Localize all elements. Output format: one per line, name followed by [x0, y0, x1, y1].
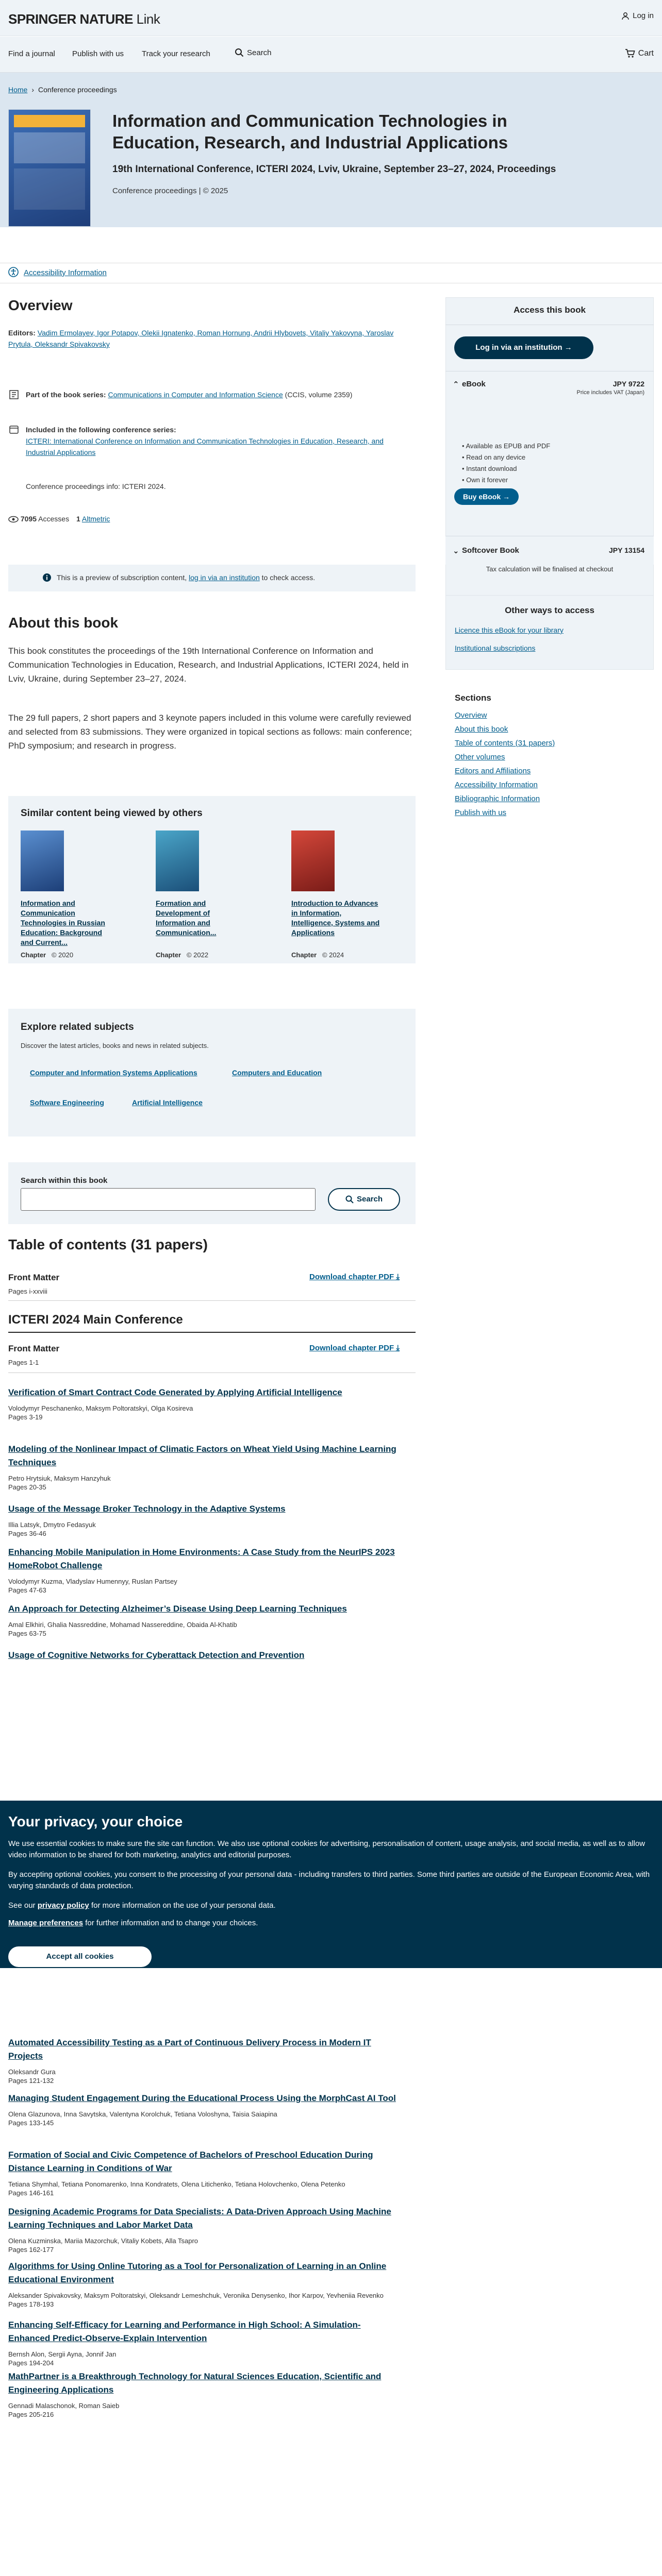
chevron-up-icon: ⌃: [453, 380, 459, 389]
chapter-authors: Petro Hrytsiuk, Maksym Hanzyhuk: [8, 1475, 111, 1482]
chapter-pages: Pages 121-132: [8, 2077, 54, 2084]
cookie-title: Your privacy, your choice: [8, 1814, 183, 1829]
divider: [8, 1300, 416, 1301]
section-nav-link[interactable]: Bibliographic Information: [455, 794, 540, 803]
similar-meta-2: [156, 951, 208, 959]
similar-meta-3: [291, 951, 344, 959]
subject-link[interactable]: Computer and Information Systems Applications: [30, 1069, 197, 1077]
cookie-p3-prefix: See our: [8, 1901, 36, 1910]
book-title: Information and Communication Technologies in Education, Research, and Industrial Applications: [112, 111, 508, 152]
similar-type-3: Chapter: [291, 951, 317, 959]
chapter-pages: Pages 146-161: [8, 2189, 54, 2197]
series-prefix: Part of the book series:: [26, 391, 106, 399]
chapter-title-link[interactable]: Automated Accessibility Testing as a Part of Continuous Delivery Process in Modern IT Projects: [8, 2038, 371, 2061]
chapter-title-link[interactable]: Designing Academic Programs for Data Specialists: A Data-Driven Approach Using Machine Learning Techniques and Labor Market Data: [8, 2207, 391, 2230]
cover-stripe: [14, 115, 85, 127]
accept-cookies-button[interactable]: Accept all cookies: [8, 1946, 152, 1967]
altmetric-label[interactable]: Altmetric: [81, 515, 110, 523]
search-label: Search: [247, 48, 272, 57]
chapter-pages: Pages 63-75: [8, 1630, 46, 1637]
chapter-title-link[interactable]: Enhancing Self-Efficacy for Learning and Performance in High School: A Simulation-Enhanced Predict-Observe-Explain Intervention: [8, 2320, 361, 2343]
chapter-title-link[interactable]: Enhancing Mobile Manipulation in Home Environments: A Case Study from the NeurIPS 2023 HomeRobot Challenge: [8, 1547, 395, 1570]
front-matter-title: Front Matter: [8, 1273, 60, 1282]
arrow-right-icon: →: [503, 493, 510, 501]
editors: [8, 327, 410, 350]
search-within-input[interactable]: [21, 1188, 316, 1211]
chapter-authors: Volodymyr Kuzma, Vladyslav Humennyy, Ruslan Partsey: [8, 1578, 177, 1585]
similar-type-2: Chapter: [156, 951, 181, 959]
cart-button[interactable]: [625, 48, 654, 59]
bullet-icon: •: [462, 476, 467, 484]
similar-meta-1: [21, 951, 73, 959]
nav-publish-with-us[interactable]: Publish with us: [72, 49, 124, 58]
divider: [8, 1372, 416, 1373]
section-nav-link[interactable]: Publish with us: [455, 808, 507, 817]
section-nav-link[interactable]: Editors and Affiliations: [455, 767, 531, 775]
chapter-authors: Illia Latsyk, Dmytro Fedasyuk: [8, 1521, 96, 1529]
download-pdf-label: Download chapter PDF: [309, 1344, 394, 1352]
download-pdf-label: Download chapter PDF: [309, 1273, 394, 1281]
download-icon: ⤓: [396, 1344, 400, 1352]
proceedings-info: Conference proceedings info: ICTERI 2024.: [26, 482, 166, 490]
chapter-pages: Pages 20-35: [8, 1483, 46, 1491]
book-meta: Conference proceedings | © 2025: [112, 187, 228, 195]
login-button[interactable]: [621, 11, 654, 20]
section-nav-link[interactable]: Other volumes: [455, 753, 505, 761]
book-series: [26, 389, 407, 400]
similar-year-3: © 2024: [322, 951, 344, 959]
softcover-label: Softcover Book: [462, 546, 519, 555]
chapter-title-link[interactable]: Usage of the Message Broker Technology in the Adaptive Systems: [8, 1504, 286, 1514]
section-nav-link[interactable]: Overview: [455, 711, 487, 720]
main-front-pages: Pages 1-1: [8, 1359, 39, 1366]
book-cover-image: [8, 109, 91, 227]
chapter-pages: Pages 36-46: [8, 1530, 46, 1537]
cookie-p3-suffix: for more information on the use of your personal data.: [91, 1901, 276, 1910]
chapter-title-link[interactable]: Managing Student Engagement During the Educational Process Using the MorphCast AI Tool: [8, 2093, 396, 2103]
similar-year-1: © 2020: [51, 951, 74, 959]
chapter-pages: Pages 162-177: [8, 2246, 54, 2253]
cover-title-area: [14, 132, 85, 163]
series-link[interactable]: Communications in Computer and Information Science: [108, 391, 283, 399]
similar-title-2[interactable]: Formation and Development of Information and Communication...: [156, 899, 217, 937]
chapter-title-link[interactable]: Verification of Smart Contract Code Generated by Applying Artificial Intelligence: [8, 1387, 342, 1397]
chapter-authors: Tetiana Shymhal, Tetiana Ponomarenko, Inna Kondratets, Olena Litichenko, Tetiana Holovchenko, Olena Petenko: [8, 2180, 345, 2188]
overview-heading: Overview: [8, 297, 73, 313]
chapter-authors: Aleksander Spivakovsky, Maksym Poltoratskyi, Oleksandr Lemeshchuk, Veronika Denysenko, Ihor Karpov, Yevheniia Revenko: [8, 2292, 384, 2299]
ebook-feature-3: [462, 465, 517, 472]
conference-series-icon: [8, 424, 20, 435]
cookie-paragraph-1: We use essential cookies to make sure the site can function. We also use optional cookies for advertising, personalisation of content, usage analysis, and social media, as well as to allow video information to be shared for both marketing, analytics and editorial purposes.: [8, 1839, 646, 1859]
similar-title-1[interactable]: Information and Communication Technologies in Russian Education: Background and Current...: [21, 899, 105, 946]
accesses-label: Accesses: [38, 515, 70, 523]
chapter-pages: Pages 205-216: [8, 2411, 54, 2418]
search-within-label: Search within this book: [21, 1176, 108, 1185]
nav-find-journal[interactable]: Find a journal: [8, 49, 55, 58]
chapter-item: [8, 1602, 400, 1637]
access-heading: Access this book: [514, 305, 586, 315]
accessibility-info-link[interactable]: Accessibility Information: [24, 268, 107, 277]
section-nav-link[interactable]: Table of contents (31 papers): [455, 739, 555, 748]
similar-year-2: © 2022: [186, 951, 209, 959]
toc-heading: Table of contents (31 papers): [8, 1236, 208, 1252]
front-matter-pages: Pages i-xxviii: [8, 1287, 47, 1295]
main-conference-heading: ICTERI 2024 Main Conference: [8, 1313, 183, 1327]
arrow-right-icon: →: [564, 343, 572, 352]
preview-text: [57, 573, 315, 582]
subject-link[interactable]: Software Engineering: [30, 1098, 104, 1107]
preview-text-1: This is a preview of subscription content,: [57, 573, 187, 582]
chapter-pages: Pages 194-204: [8, 2359, 54, 2367]
breadcrumb-home[interactable]: Home: [8, 86, 28, 94]
about-heading: About this book: [8, 615, 119, 631]
softcover-price: JPY 13154: [608, 546, 644, 554]
conference-series: [26, 424, 407, 458]
chapter-item: [8, 2370, 400, 2418]
altmetric-metric[interactable]: [76, 515, 110, 523]
chapter-pages: Pages 133-145: [8, 2119, 54, 2127]
chapter-item: [8, 2318, 400, 2367]
chapter-authors: Bernsh Alon, Sergii Ayna, Jonnif Jan: [8, 2350, 117, 2358]
similar-cover-3[interactable]: [291, 831, 335, 891]
feature-text: Available as EPUB and PDF: [466, 442, 551, 450]
chapter-authors: Gennadi Malaschonok, Roman Saieb: [8, 2402, 120, 2410]
feature-text: Instant download: [466, 465, 517, 472]
chapter-title-link[interactable]: Algorithms for Using Online Tutoring as a Tool for Personalization of Learning in an Online Educational Environment: [8, 2261, 387, 2284]
ebook-feature-4: [462, 476, 508, 484]
chapter-item: [8, 2036, 400, 2084]
chapter-item: [8, 2148, 400, 2197]
similar-title-3[interactable]: Introduction to Advances in Information, Intelligence, Systems and Applications: [291, 899, 380, 937]
cart-icon: [625, 48, 635, 59]
download-icon: ⤓: [396, 1273, 400, 1281]
user-icon: [621, 12, 630, 20]
chapter-title-link[interactable]: MathPartner is a Breakthrough Technology for Natural Sciences Education, Scientific and Engineering Applications: [8, 2371, 382, 2395]
about-paragraph-1: This book constitutes the proceedings of the 19th International Conference on Information and Communication Technologies in Education, Research, and Industrial Applications, ICTERI 2024, held in Lviv, Ukraine, during September 23–27, 2024.: [8, 646, 409, 684]
cookie-paragraph-3: [8, 1900, 654, 1911]
springer-nature-logo[interactable]: [8, 11, 160, 27]
subject-link[interactable]: Computers and Education: [232, 1069, 322, 1077]
accesses-count: 7095: [20, 515, 37, 523]
bullet-icon: •: [462, 442, 466, 450]
buy-ebook-button[interactable]: [454, 488, 519, 505]
altmetric-count: 1: [76, 515, 80, 523]
chapter-authors: Olena Glazunova, Inna Savytska, Valentyna Korolchuk, Tetiana Voloshyna, Taisia Saiapina: [8, 2110, 277, 2118]
chapter-item: [8, 1386, 400, 1421]
cookie-paragraph-2: By accepting optional cookies, you consent to the processing of your personal data - including transfers to third parties. Some third parties are outside of the European Economic Area, with varying standards of data protection.: [8, 1870, 650, 1890]
editors-list[interactable]: Vadim Ermolayev, Igor Potapov, Olekii Ignatenko, Roman Hornung, Andrii Hlybovets, Vitaliy Yakovyna, Yaroslav Prytula, Oleksandr Spivakovsky: [8, 329, 394, 348]
softcover-toggle[interactable]: [453, 546, 519, 555]
chapter-title-link[interactable]: An Approach for Detecting Alzheimer’s Disease Using Deep Learning Techniques: [8, 1604, 347, 1614]
similar-cover-2[interactable]: [156, 831, 199, 891]
section-nav-link[interactable]: Accessibility Information: [455, 781, 538, 789]
chapter-title-link[interactable]: Modeling of the Nonlinear Impact of Climatic Factors on Wheat Yield Using Machine Learning Techniques: [8, 1444, 396, 1467]
cover-art: [14, 168, 85, 210]
cookie-p4-suffix: for further information and to change your choices.: [85, 1919, 258, 1927]
bullet-icon: •: [462, 453, 467, 461]
eye-icon: [8, 516, 19, 523]
chapter-authors: Oleksandr Gura: [8, 2068, 56, 2076]
bullet-icon: •: [462, 465, 467, 472]
institution-login-button[interactable]: [454, 336, 593, 359]
ebook-price: JPY 9722: [613, 380, 644, 388]
cart-label: Cart: [638, 49, 654, 58]
about-paragraph-2: The 29 full papers, 2 short papers and 3 keynote papers included in this volume were carefully reviewed and selected from 83 submissions. They were organized in topical sections as follows: main conference; PhD symposium; and research in progress.: [8, 713, 412, 751]
cookie-paragraph-4: [8, 1918, 654, 1929]
similar-heading: Similar content being viewed by others: [21, 808, 203, 819]
brand-text: SPRINGER NATURE: [8, 11, 133, 27]
main-front-matter-title: Front Matter: [8, 1344, 60, 1353]
book-series-icon: [8, 389, 20, 400]
preview-text-2: to check access.: [261, 573, 316, 582]
chapter-item: [8, 1546, 400, 1594]
tax-note: Tax calculation will be finalised at checkout: [486, 565, 614, 573]
nav-track-research[interactable]: Track your research: [142, 49, 210, 58]
chapter-pages: Pages 178-193: [8, 2300, 54, 2308]
chapter-pages: Pages 3-19: [8, 1413, 43, 1421]
book-subtitle: 19th International Conference, ICTERI 2024, Lviv, Ukraine, September 23–27, 2024, Proceedings: [112, 164, 556, 175]
divider: [8, 1332, 416, 1333]
chapter-title-link[interactable]: Formation of Social and Civic Competence of Bachelors of Preschool Education During Distance Learning in Conditions of War: [8, 2150, 373, 2173]
chapter-title-link[interactable]: Usage of Cognitive Networks for Cyberattack Detection and Prevention: [8, 1650, 305, 1660]
chapter-item: [8, 2092, 400, 2127]
search-icon: [235, 48, 244, 57]
feature-text: Own it forever: [466, 476, 508, 484]
explore-subtitle: Discover the latest articles, books and news in related subjects.: [21, 1042, 209, 1049]
chapter-item: [8, 2260, 400, 2308]
download-pdf-button[interactable]: [309, 1273, 400, 1281]
similar-cover-1[interactable]: [21, 831, 64, 891]
chapter-item: [8, 2205, 400, 2253]
privacy-policy-link[interactable]: privacy policy: [37, 1901, 89, 1910]
explore-heading: Explore related subjects: [21, 1022, 134, 1032]
included-label: Included in the following conference series:: [26, 426, 176, 434]
chapter-pages: Pages 47-63: [8, 1586, 46, 1594]
ebook-feature-2: [462, 453, 525, 461]
sections-heading: Sections: [455, 693, 491, 703]
conference-series-link[interactable]: ICTERI: International Conference on Information and Communication Technologies in Education, Research, and Industrial Applications: [26, 437, 384, 456]
brand-link-text: Link: [136, 11, 160, 27]
chevron-down-icon: ⌄: [453, 547, 459, 555]
series-volume: (CCIS, volume 2359): [285, 391, 353, 399]
search-within-button[interactable]: [328, 1188, 400, 1211]
editors-label: Editors:: [8, 329, 36, 337]
similar-type-1: Chapter: [21, 951, 46, 959]
breadcrumb: [8, 86, 117, 94]
section-nav-link[interactable]: About this book: [455, 725, 508, 734]
licence-ebook-link[interactable]: Licence this eBook for your library: [455, 626, 564, 634]
chapter-item: [8, 1649, 400, 1667]
chapter-authors: Volodymyr Peschanenko, Maksym Poltoratskyi, Olga Kosireva: [8, 1404, 193, 1412]
search-icon: [345, 1195, 354, 1204]
chevron-right-icon: ›: [31, 86, 35, 94]
ebook-feature-1: [462, 442, 550, 450]
institution-login-label: Log in via an institution: [475, 343, 562, 352]
ebook-toggle[interactable]: [453, 380, 486, 389]
institutional-subscriptions-link[interactable]: Institutional subscriptions: [455, 644, 536, 652]
other-ways-heading: Other ways to access: [505, 605, 594, 615]
subject-link[interactable]: Artificial Intelligence: [132, 1098, 203, 1107]
buy-ebook-label: Buy eBook: [462, 493, 501, 501]
download-pdf-button[interactable]: [309, 1344, 400, 1352]
ebook-label: eBook: [462, 380, 486, 388]
info-icon: [42, 573, 52, 582]
login-label: Log in: [633, 11, 654, 20]
ebook-price-note: Price includes VAT (Japan): [576, 389, 644, 396]
feature-text: Read on any device: [466, 453, 526, 461]
accesses-metric: [8, 515, 69, 523]
search-within-button-label: Search: [356, 1195, 383, 1204]
institution-login-link[interactable]: log in via an institution: [189, 573, 260, 582]
chapter-authors: Amal Elkhiri, Ghalia Nassreddine, Mohamad Nassereddine, Obaida Al-Khatib: [8, 1621, 237, 1629]
manage-preferences-link[interactable]: Manage preferences: [8, 1919, 84, 1927]
chapter-authors: Olena Kuzminska, Mariia Mazorchuk, Vitaliy Kobets, Alla Tsapro: [8, 2237, 198, 2245]
accessibility-icon: [8, 267, 19, 277]
chapter-item: [8, 1443, 400, 1491]
search-button[interactable]: [235, 48, 272, 57]
chapter-item: [8, 1502, 400, 1537]
breadcrumb-current: Conference proceedings: [38, 86, 117, 94]
